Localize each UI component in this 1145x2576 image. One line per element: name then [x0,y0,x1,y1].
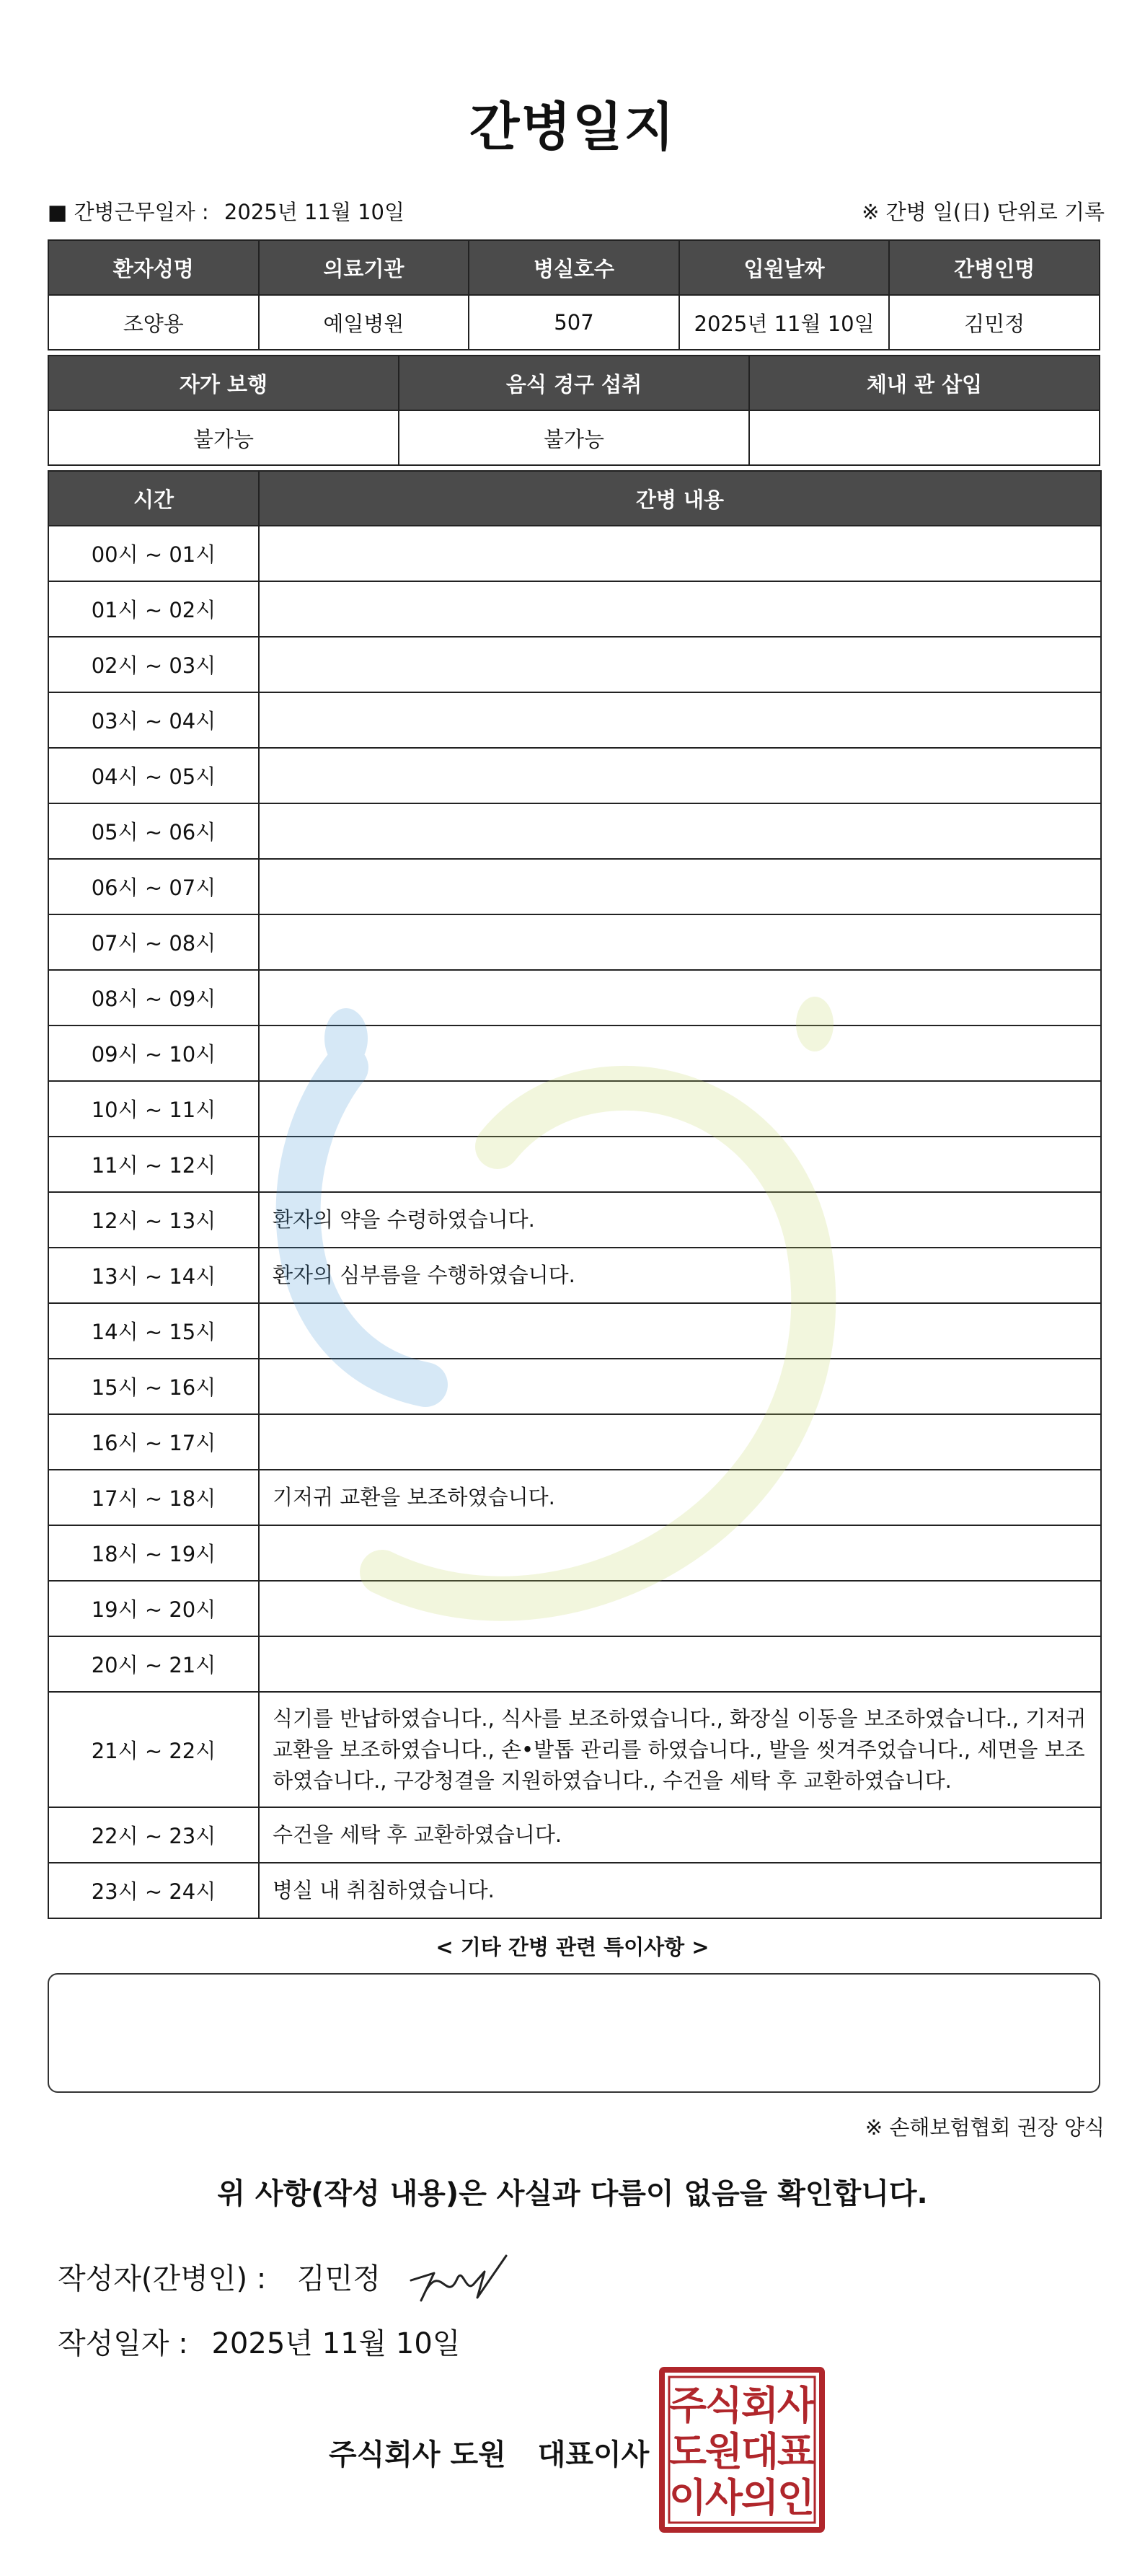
seal-character: 원 [704,2429,743,2474]
special-notes-box [48,1973,1100,2093]
log-time: 11시 ~ 12시 [48,1137,259,1192]
company-line [329,2432,649,2473]
work-date-label: ■ 간병근무일자 : [48,200,209,224]
log-time: 04시 ~ 05시 [48,748,259,803]
seal-character: 이 [668,2475,707,2520]
table-row [48,1863,1101,1918]
seal-character: 식 [704,2383,743,2428]
care-status-table [48,355,1100,466]
log-time: 12시 ~ 13시 [48,1192,259,1248]
header-tube-insertion: 체내 관 삽입 [749,356,1100,410]
log-time: 14시 ~ 15시 [48,1303,259,1359]
log-time: 13시 ~ 14시 [48,1248,259,1303]
log-time: 20시 ~ 21시 [48,1636,259,1692]
log-time: 05시 ~ 06시 [48,803,259,859]
work-date-value: 2025년 11월 10일 [224,200,405,224]
table-row [48,637,1101,692]
log-time: 00시 ~ 01시 [48,526,259,581]
table-row [48,1807,1101,1863]
watermark-blue-dot [324,1008,368,1069]
patient-name: 조양용 [48,295,259,350]
company-name: 주식회사 도원 [329,2438,506,2471]
seal-character: 주 [668,2383,707,2428]
table-row [48,859,1101,914]
log-time: 15시 ~ 16시 [48,1359,259,1414]
header-admission-date: 입원날짜 [679,240,890,295]
header-oral-intake: 음식 경구 섭취 [399,356,749,410]
log-content [259,914,1101,970]
header-caregiver-name: 간병인명 [889,240,1100,295]
log-time: 23시 ~ 24시 [48,1863,259,1918]
work-date-line [48,196,404,226]
written-date-value: 2025년 11월 10일 [211,2327,461,2360]
log-content [259,581,1101,637]
header-self-walking: 자가 보행 [48,356,399,410]
patient-info-header-row [48,240,1100,295]
log-content: 병실 내 취침하였습니다. [259,1863,1101,1918]
log-content: 기저귀 교환을 보조하였습니다. [259,1470,1101,1525]
oral-intake-value: 불가능 [399,410,749,465]
room-number: 507 [469,295,679,350]
seal-character: 사 [704,2475,743,2520]
log-time: 18시 ~ 19시 [48,1525,259,1581]
log-content [259,526,1101,581]
log-time: 07시 ~ 08시 [48,914,259,970]
admission-date: 2025년 11월 10일 [679,295,890,350]
header-hospital: 의료기관 [259,240,469,295]
log-content [259,692,1101,748]
form-source-note: ※ 손해보험협회 권장 양식 [865,2115,1105,2140]
writer-label: 작성자(간병인) : [58,2262,267,2295]
confirmation-statement: 위 사항(작성 내용)은 사실과 다름이 없음을 확인합니다. [217,2177,928,2210]
seal-character: 인 [777,2475,815,2520]
log-content: 식기를 반납하였습니다., 식사를 보조하였습니다., 화장실 이동을 보조하였습니다., 기저귀 교환을 보조하였습니다., 손•발톱 관리를 하였습니다., 발을 씻겨주었습니다., 세면을 보조하였습니다., 구강청결을 지원하였습니다., 수건을 세탁 후 교환하였습니다. [259,1692,1101,1807]
seal-character: 회 [741,2383,779,2428]
log-time: 17시 ~ 18시 [48,1470,259,1525]
log-time: 10시 ~ 11시 [48,1081,259,1137]
header-room-number: 병실호수 [469,240,679,295]
handwritten-signature [405,2251,521,2308]
log-time: 21시 ~ 22시 [48,1692,259,1807]
log-content [259,748,1101,803]
log-time: 22시 ~ 23시 [48,1807,259,1863]
table-row [48,692,1101,748]
table-row [48,914,1101,970]
seal-character: 대 [741,2429,779,2474]
log-time: 09시 ~ 10시 [48,1025,259,1081]
log-content: 수건을 세탁 후 교환하였습니다. [259,1807,1101,1863]
log-content [259,1636,1101,1692]
table-row [48,748,1101,803]
log-content: 환자의 약을 수령하였습니다. [259,1192,1101,1248]
company-seal-stamp [659,2367,825,2533]
table-row [48,1636,1101,1692]
company-logo-watermark [238,981,887,1630]
log-time: 16시 ~ 17시 [48,1414,259,1470]
table-row [48,581,1101,637]
watermark-green-stroke [382,1088,813,1599]
log-time: 03시 ~ 04시 [48,692,259,748]
log-content [259,803,1101,859]
log-content [259,859,1101,914]
unit-note: ※ 간병 일(日) 단위로 기록 [862,200,1105,224]
caregiver-name: 김민정 [889,295,1100,350]
watermark-blue-stroke [299,1067,425,1385]
written-date-line [58,2321,460,2362]
log-header-row [48,471,1101,526]
hospital-name: 예일병원 [259,295,469,350]
company-representative-title: 대표이사 [537,2438,650,2471]
table-row [48,803,1101,859]
special-notes-heading: < 기타 간병 관련 특이사항 > [436,1935,709,1959]
seal-character: 도 [668,2429,707,2474]
writer-line [58,2256,381,2297]
tube-insertion-value [749,410,1100,465]
log-time: 01시 ~ 02시 [48,581,259,637]
patient-info-table [48,239,1100,350]
log-content [259,637,1101,692]
care-status-value-row [48,410,1100,465]
header-time: 시간 [48,471,259,526]
log-content: 환자의 심부름을 수행하였습니다. [259,1248,1101,1303]
log-time: 08시 ~ 09시 [48,970,259,1025]
patient-info-value-row [48,295,1100,350]
header-care-content: 간병 내용 [259,471,1101,526]
document-title: 간병일지 [469,97,676,157]
log-time: 06시 ~ 07시 [48,859,259,914]
log-time: 19시 ~ 20시 [48,1581,259,1636]
table-row [48,1692,1101,1807]
log-time: 02시 ~ 03시 [48,637,259,692]
written-date-label: 작성일자 : [58,2327,188,2360]
writer-name: 김민정 [296,2262,381,2295]
watermark-green-dot [796,997,834,1051]
self-walking-value: 불가능 [48,410,399,465]
care-status-header-row [48,356,1100,410]
seal-character: 사 [777,2383,815,2428]
header-patient-name: 환자성명 [48,240,259,295]
seal-character: 표 [777,2429,815,2474]
seal-character: 의 [741,2475,779,2520]
table-row [48,526,1101,581]
